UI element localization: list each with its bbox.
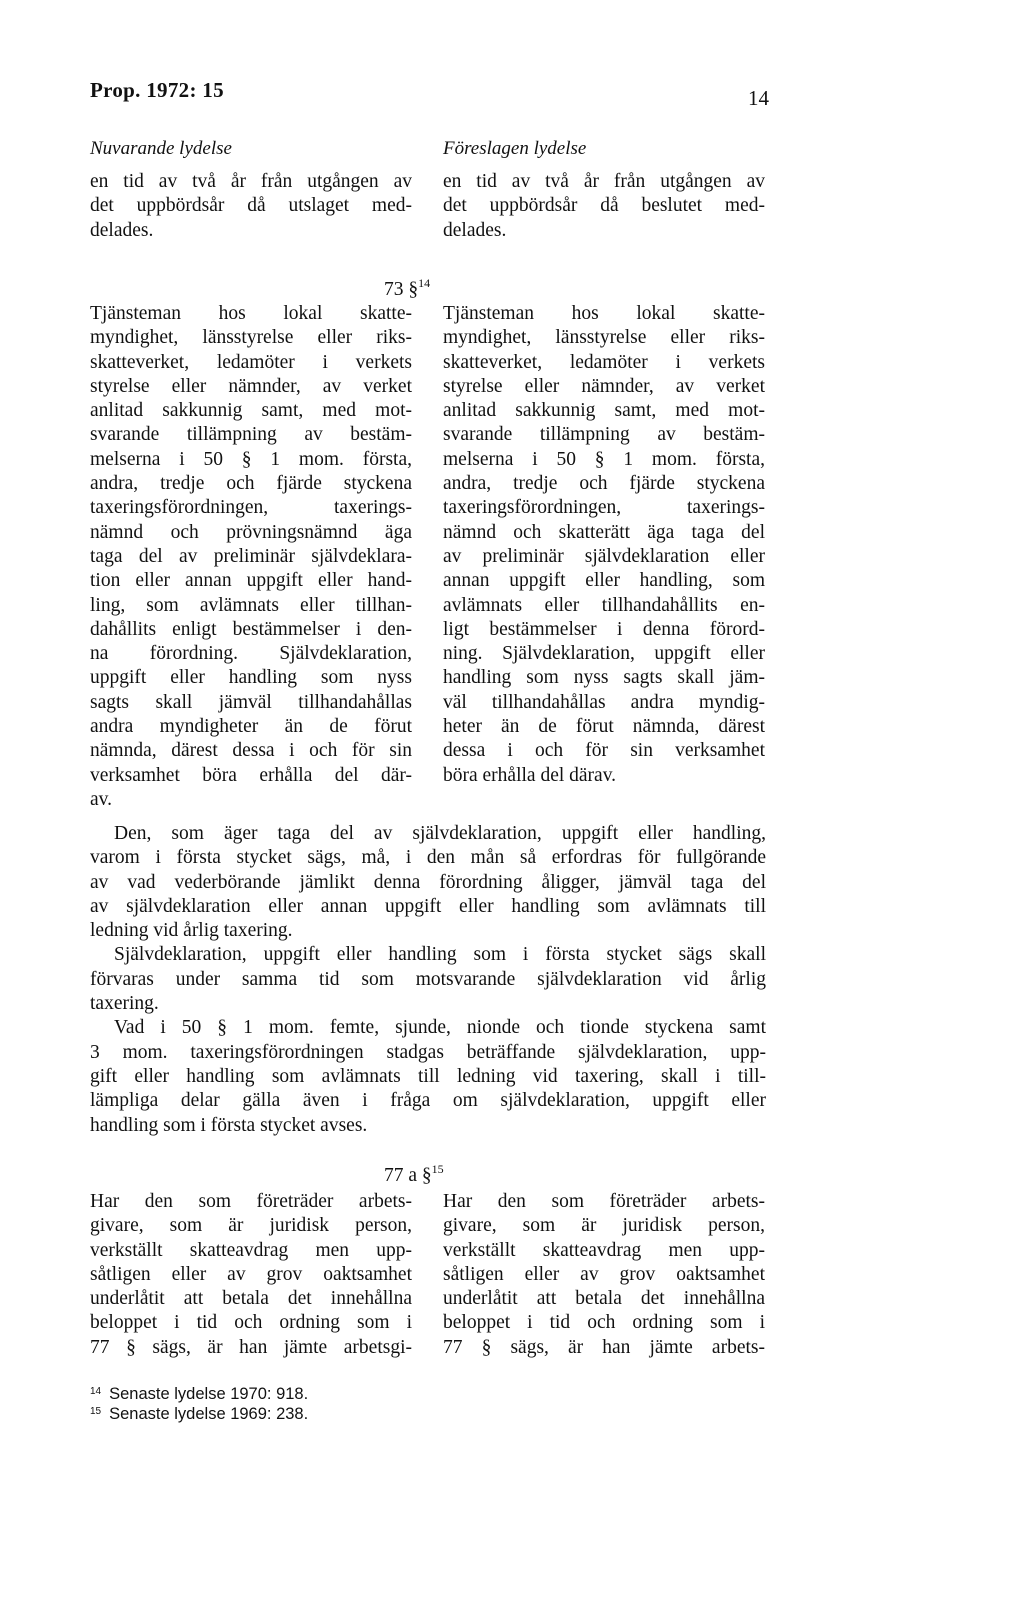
text-line: lämpliga delar gälla även i fråga om självdeklaration, uppgift eller xyxy=(90,1090,766,1112)
text-line: delades. xyxy=(443,219,507,241)
section-number: 73 xyxy=(384,279,404,300)
text-line: taxering. xyxy=(90,993,159,1015)
text-line: ledning vid årlig taxering. xyxy=(90,920,293,942)
footnote-ref: 15 xyxy=(431,1162,444,1176)
footnote xyxy=(90,1382,308,1404)
text-line: taga del av preliminär självdeklara- xyxy=(90,545,412,567)
text-line: nämnda, därest dessa i och för sin xyxy=(90,740,412,762)
text-line: beloppet i tid och ordning som i xyxy=(443,1312,765,1334)
text-line: andra, tredje och fjärde styckena xyxy=(90,473,412,495)
shared-text-block xyxy=(90,822,766,1138)
left-column-heading: Nuvarande lydelse xyxy=(90,138,232,159)
footnote xyxy=(90,1402,308,1424)
text-line: givare, som är juridisk person, xyxy=(90,1215,412,1237)
section-symbol: § xyxy=(408,279,419,300)
text-line: varom i första stycket sägs, må, i den mån så erfordras för fullgörande xyxy=(90,847,766,869)
text-line: svarande tillämpning av bestäm- xyxy=(90,424,412,446)
text-line: ligt bestämmelser i denna förord- xyxy=(443,618,765,640)
text-line: gift eller handling som avlämnats till ledning vid taxering, skall i till- xyxy=(90,1065,766,1087)
text-line: det uppbördsår då utslaget med- xyxy=(90,195,412,217)
text-line: beloppet i tid och ordning som i xyxy=(90,1312,412,1334)
text-line: det uppbördsår då beslutet med- xyxy=(443,195,765,217)
section-77a-heading xyxy=(384,1162,444,1187)
text-line: Tjänsteman hos lokal skatte- xyxy=(90,303,412,324)
text-line: en tid av två år från utgången av xyxy=(90,171,412,192)
text-line: heter än de förut nämnda, därest xyxy=(443,716,765,738)
text-line: na förordning. Självdeklaration, xyxy=(90,643,412,665)
text-line: myndighet, länsstyrelse eller riks- xyxy=(90,327,412,349)
text-line: Självdeklaration, uppgift eller handling som i första stycket sägs skall xyxy=(114,944,766,966)
text-line: underlåtit att betala det innehållna xyxy=(90,1288,412,1310)
text-line: dahållits enligt bestämmelser i den- xyxy=(90,618,412,640)
text-line: andra myndigheter än de förut xyxy=(90,716,412,738)
text-line: uppgift eller handling som nyss xyxy=(90,667,412,689)
text-line: nämnd och prövningsnämnd äga xyxy=(90,521,412,543)
text-line: taxeringsförordningen, taxerings- xyxy=(90,497,412,519)
footnote-mark: 15 xyxy=(90,1406,102,1417)
text-line: av självdeklaration eller annan uppgift eller handling som avlämnats till xyxy=(90,895,766,917)
section-73-right xyxy=(443,302,765,788)
text-line: verkställt skatteavdrag men upp- xyxy=(90,1239,412,1261)
text-line: nämnd och skatterätt äga taga del xyxy=(443,521,765,543)
right-column-heading: Föreslagen lydelse xyxy=(443,138,587,159)
text-line: Har den som företräder arbets- xyxy=(90,1191,412,1212)
text-line: styrelse eller nämnder, av verket xyxy=(443,375,765,397)
text-line: melserna i 50 § 1 mom. första, xyxy=(443,448,765,470)
footnote-text: Senaste lydelse 1970: 918. xyxy=(109,1385,309,1403)
text-line: Vad i 50 § 1 mom. femte, sjunde, nionde och tionde styckena samt xyxy=(114,1017,766,1039)
text-line: taxeringsförordningen, taxerings- xyxy=(443,497,765,519)
text-line: en tid av två år från utgången av xyxy=(443,171,765,192)
footnote-mark: 14 xyxy=(90,1386,102,1397)
intro-left xyxy=(90,170,412,243)
text-line: sagts skall jämväl tillhandahållas xyxy=(90,691,412,713)
section-73-heading xyxy=(384,276,430,301)
text-line: av preliminär självdeklaration eller xyxy=(443,545,765,567)
text-line: böra erhålla del därav. xyxy=(443,764,617,786)
document-title: Prop. 1972: 15 xyxy=(90,78,224,102)
text-line: förvaras under samma tid som motsvarande självdeklaration vid årlig xyxy=(90,968,766,990)
text-line: anlitad sakkunnig samt, med mot- xyxy=(443,400,765,422)
section-77a-right xyxy=(443,1190,765,1360)
section-73-left xyxy=(90,302,412,812)
text-line: anlitad sakkunnig samt, med mot- xyxy=(90,400,412,422)
footnote-text: Senaste lydelse 1969: 238. xyxy=(109,1405,309,1423)
text-line: verkställt skatteavdrag men upp- xyxy=(443,1239,765,1261)
section-number: 77 a xyxy=(384,1165,418,1186)
text-line: Har den som företräder arbets- xyxy=(443,1191,765,1212)
text-line: 77 § sägs, är han jämte arbets- xyxy=(443,1336,765,1358)
text-line: 3 mom. taxeringsförordningen stadgas beträffande självdeklaration, upp- xyxy=(90,1041,766,1063)
text-line: skatteverket, ledamöter i verkets xyxy=(443,351,765,373)
text-line: handling som nyss sagts skall jäm- xyxy=(443,667,765,689)
text-line: styrelse eller nämnder, av verket xyxy=(90,375,412,397)
text-line: ning. Självdeklaration, uppgift eller xyxy=(443,643,765,665)
text-line: 77 § sägs, är han jämte arbetsgi- xyxy=(90,1336,412,1358)
text-line: svarande tillämpning av bestäm- xyxy=(443,424,765,446)
text-line: Den, som äger taga del av självdeklaration, uppgift eller handling, xyxy=(114,823,766,844)
page-number: 14 xyxy=(748,86,769,110)
text-line: väl tillhandahållas andra myndig- xyxy=(443,691,765,713)
text-line: dessa i och för sin verksamhet xyxy=(443,740,765,762)
text-line: av. xyxy=(90,788,113,810)
text-line: av vad vederbörande jämlikt denna förordning åligger, jämväl taga del xyxy=(90,871,766,893)
text-line: andra, tredje och fjärde styckena xyxy=(443,473,765,495)
text-line: delades. xyxy=(90,219,154,241)
text-line: underlåtit att betala det innehållna xyxy=(443,1288,765,1310)
text-line: givare, som är juridisk person, xyxy=(443,1215,765,1237)
section-symbol: § xyxy=(421,1165,432,1186)
text-line: ling, som avlämnats eller tillhan- xyxy=(90,594,412,616)
intro-right xyxy=(443,170,765,243)
section-77a-left xyxy=(90,1190,412,1360)
text-line: såtligen eller av grov oaktsamhet xyxy=(90,1263,412,1285)
text-line: myndighet, länsstyrelse eller riks- xyxy=(443,327,765,349)
text-line: avlämnats eller tillhandahållits en- xyxy=(443,594,765,616)
text-line: handling som i första stycket avses. xyxy=(90,1114,368,1136)
text-line: såtligen eller av grov oaktsamhet xyxy=(443,1263,765,1285)
text-line: melserna i 50 § 1 mom. första, xyxy=(90,448,412,470)
text-line: skatteverket, ledamöter i verkets xyxy=(90,351,412,373)
text-line: annan uppgift eller handling, som xyxy=(443,570,765,592)
text-line: verksamhet böra erhålla del där- xyxy=(90,764,412,786)
text-line: Tjänsteman hos lokal skatte- xyxy=(443,303,765,324)
text-line: tion eller annan uppgift eller hand- xyxy=(90,570,412,592)
footnote-ref: 14 xyxy=(418,276,431,290)
